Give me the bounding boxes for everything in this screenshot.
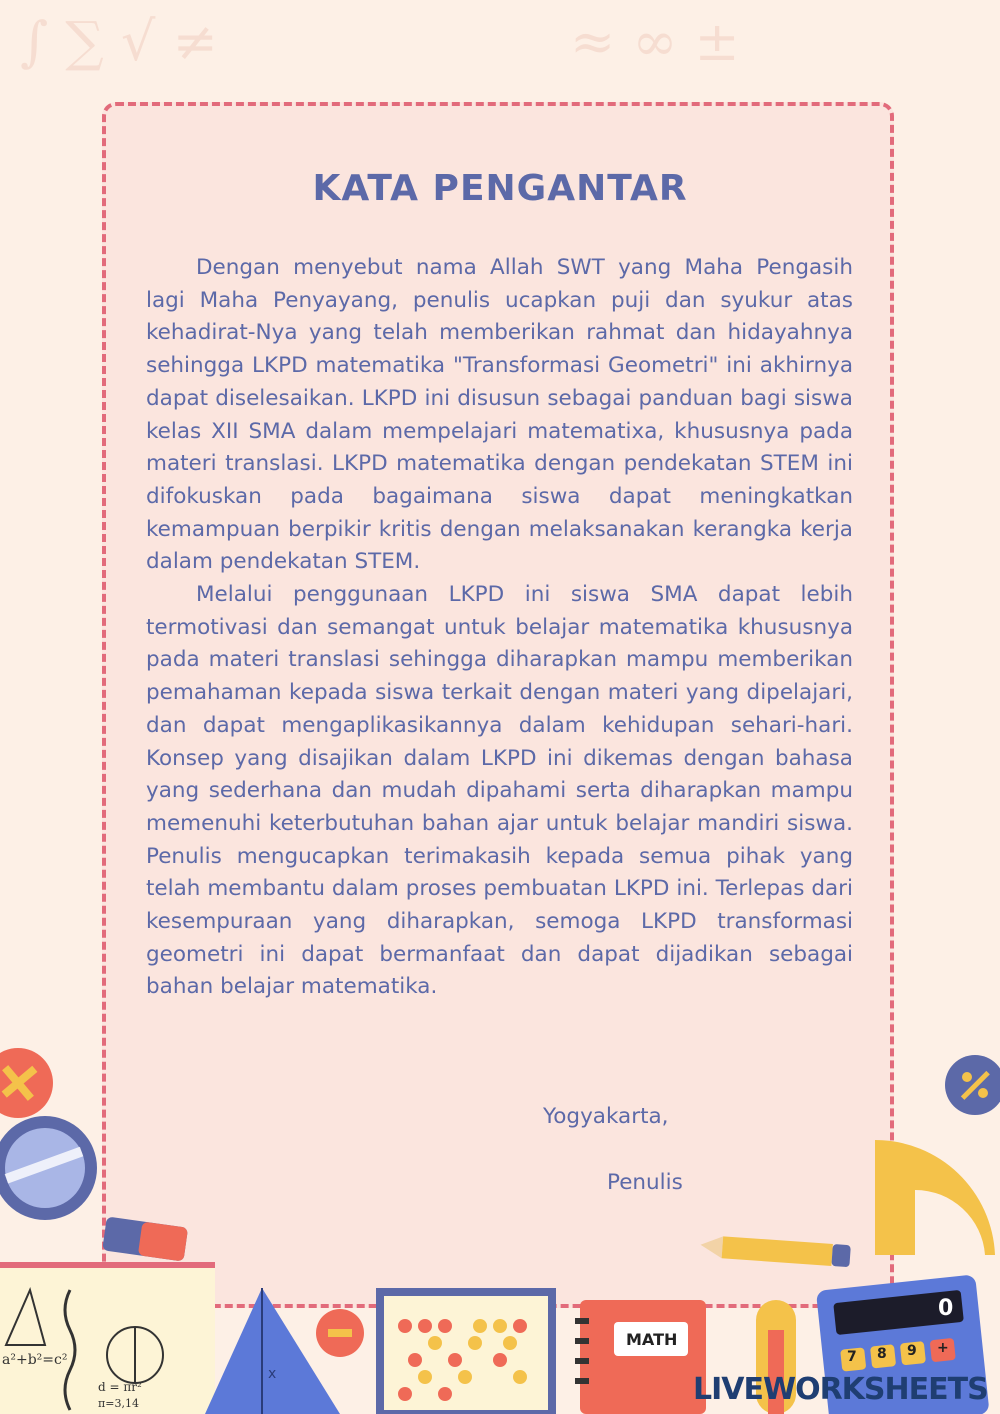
pencil-icon bbox=[700, 1235, 851, 1267]
calculator-key-9: 9 bbox=[907, 1343, 917, 1359]
signature-author: Penulis bbox=[607, 1170, 683, 1195]
math-notebook-icon bbox=[575, 1300, 706, 1414]
set-square-icon bbox=[205, 1288, 340, 1414]
page-title: KATA PENGANTAR bbox=[312, 168, 688, 209]
liveworksheets-logo[interactable]: LIVEWORKSHEETS bbox=[693, 1372, 988, 1407]
background-math-doodles: ≈ ∞ ± bbox=[570, 10, 740, 73]
protractor-icon bbox=[875, 1140, 995, 1255]
paragraph-1: Dengan menyebut nama Allah SWT yang Maha Pengasih lagi Maha Penyayang, penulis ucapkan puji dan syukur atas kehadirat-Nya yang telah memberikan rahmat dan hidayahnya sehingga LKPD matematika "Transformasi Geometri" ini akhirnya dapat diselesaikan. LKPD ini disusun sebagai panduan bagi siswa kelas XII SMA dalam mempelajari matematixa, khususnya pada materi translasi. LKPD matematika dengan pendekatan STEM ini difokuskan pada bagaimana siswa dapat meningkatkan kemampuan berpikir kritis dengan melaksanakan kerangka kerja dalam pendekatan STEM. bbox=[146, 255, 853, 575]
background-math-doodles: ∫ ∑ √ ≠ bbox=[20, 10, 218, 73]
abacus-icon bbox=[380, 1292, 552, 1414]
calculator-key-7: 7 bbox=[847, 1349, 857, 1365]
percent-circle-icon bbox=[945, 1055, 1000, 1115]
minus-circle-icon bbox=[316, 1309, 364, 1357]
calculator-key-8: 8 bbox=[877, 1346, 887, 1362]
magnifier-icon bbox=[0, 1116, 97, 1220]
book-formula-pythagoras: a²+b²=c² bbox=[2, 1352, 68, 1368]
calculator-key-plus: + bbox=[937, 1340, 949, 1356]
book-formula-area: d = πr² bbox=[98, 1380, 142, 1394]
notebook-label: MATH bbox=[626, 1330, 678, 1349]
paragraph-2: Melalui penggunaan LKPD ini siswa SMA dapat lebih termotivasi dan semangat untuk belajar matematika khususnya pada materi translasi sehingga diharapkan mampu memberikan pemahaman kepada siswa terkait dengan materi yang dipelajari, dan dapat mengaplikasikannya dalam kehidupan sehari-hari. Konsep yang disajikan dalam LKPD ini dikemas dengan bahasa yang sederhana dan mudah dipahami serta diharapkan mampu memenuhi keterbutuhan bahan ajar untuk belajar mandiri siswa. Penulis mengucapkan terimakasih kepada semua pihak yang telah membantu dalam proses pembuatan LKPD ini. Terlepas dari kesempuraan yang diharapkan, semoga LKPD transformasi geometri ini dapat bermanfaat dan dapat dijadikan sebagai bahan belajar matematika. bbox=[146, 582, 853, 1000]
signature-place: Yogyakarta, bbox=[543, 1104, 669, 1129]
plus-circle-icon bbox=[0, 1048, 53, 1118]
calculator-display: 0 bbox=[938, 1296, 954, 1321]
book-formula-pi: π=3,14 bbox=[98, 1397, 139, 1410]
svg-text:x: x bbox=[268, 1366, 277, 1382]
eraser-icon bbox=[102, 1216, 188, 1261]
